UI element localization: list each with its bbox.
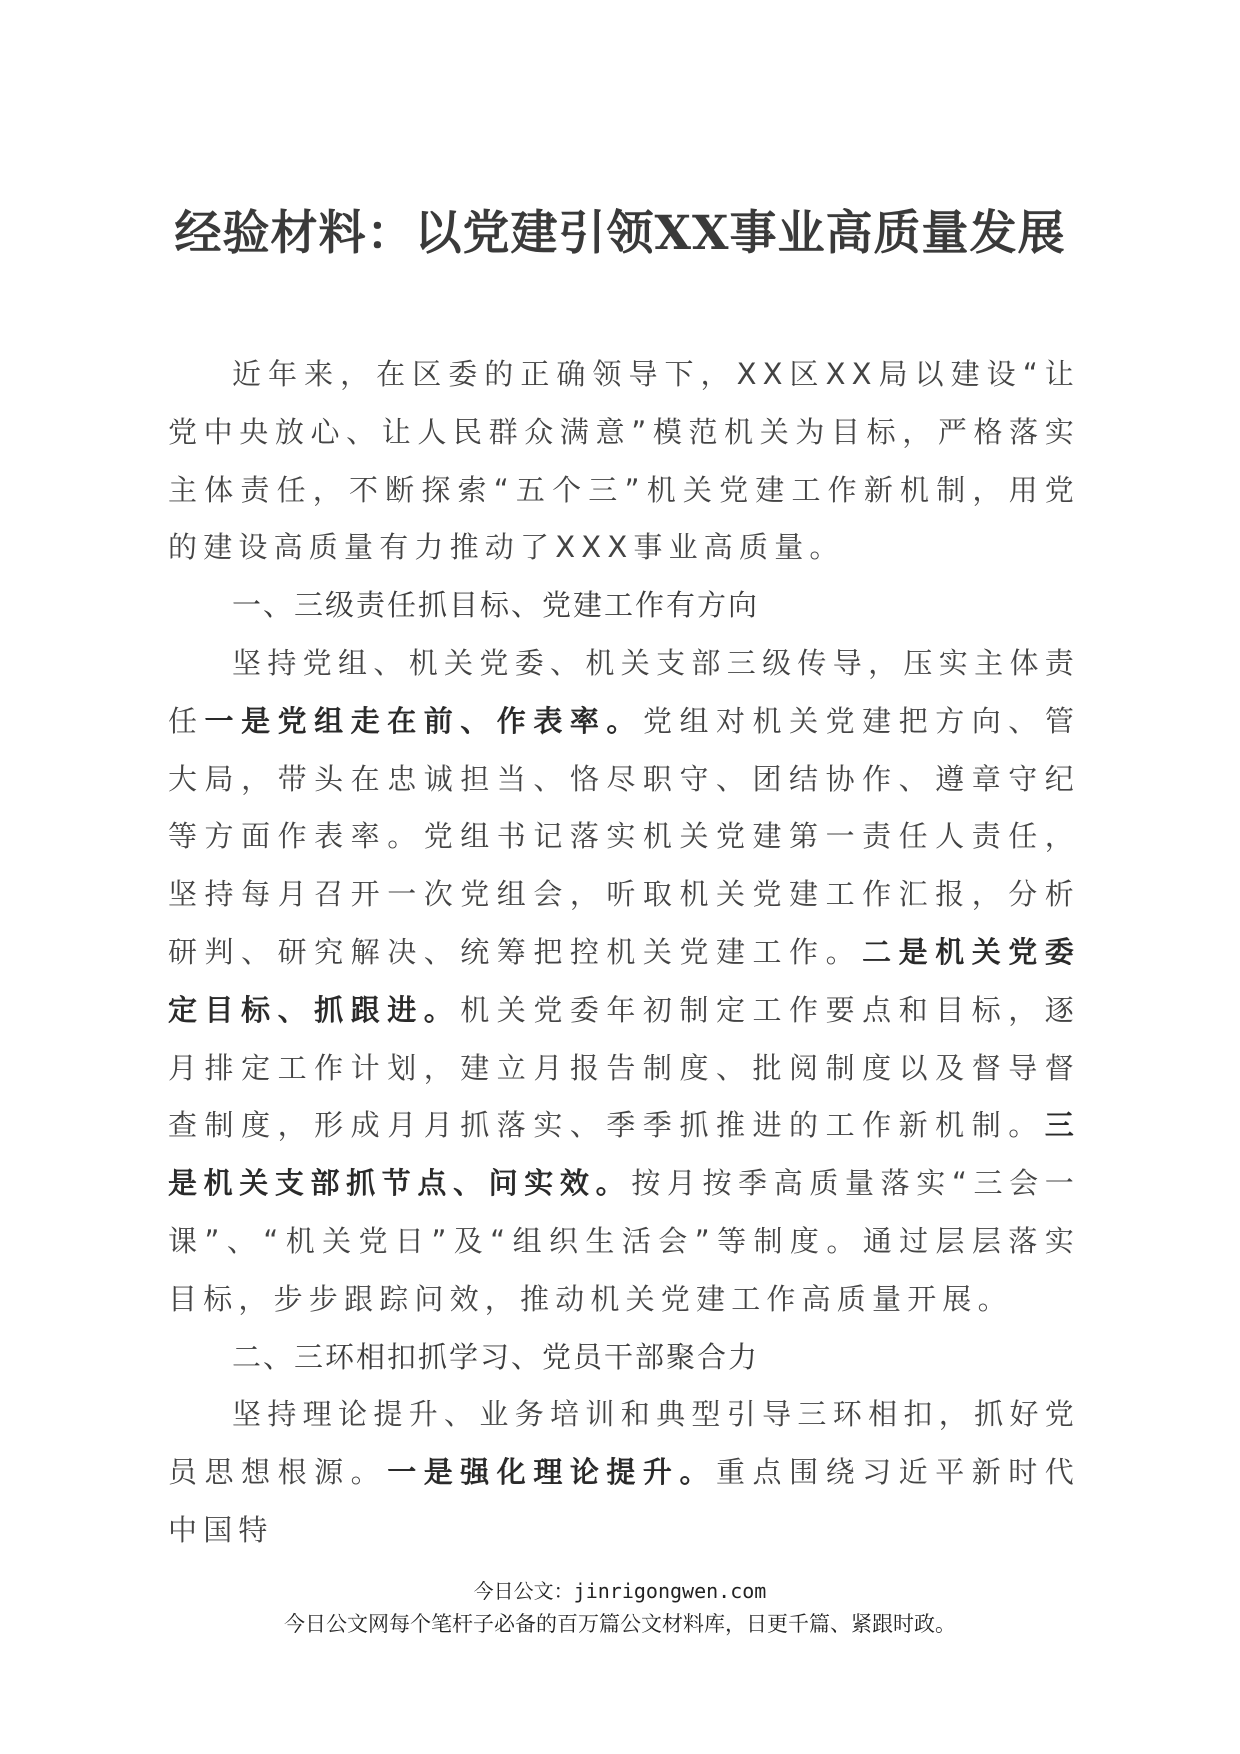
- document-title: 经验材料：以党建引领XX事业高质量发展: [174, 206, 1066, 261]
- section-2-paragraph: [168, 1386, 1080, 1559]
- footer-label: 今日公文：: [473, 1579, 574, 1603]
- section-2-point-1: 一是强化理论提升。: [387, 1455, 716, 1490]
- footer-tagline: 今日公文网每个笔杆子必备的百万篇公文材料库，日更千篇、紧跟时政。: [284, 1612, 956, 1636]
- section-2-heading: 二、三环相扣抓学习、党员干部聚合力: [232, 1339, 760, 1374]
- section-1-lead: 坚持党组、机关党委、机关支部三级传导，压实主体责任: [168, 645, 1080, 738]
- section-1-point-3: 三是机关支部抓节点、问实效。: [168, 1108, 1080, 1201]
- section-1-point-2: 二是机关党委定目标、抓跟进。: [168, 934, 1080, 1027]
- intro-paragraph: 近年来，在区委的正确领导下，XX区XX局以建设“让党中央放心、让人民群众满意”模范机关为目标，严格落实主体责任，不断探索“五个三”机关党建工作新机制，用党的建设高质量有力推动了XXX事业高质量。: [168, 357, 1080, 565]
- section-1-paragraph: [168, 635, 1080, 1329]
- section-1-point-1: 一是党组走在前、作表率。: [204, 703, 643, 738]
- section-1-point-1-text: 党组对机关党建把方向、管大局，带头在忠诚担当、恪尽职守、团结协作、遵章守纪等方面作表率。党组书记落实机关党建第一责任人责任，坚持每月召开一次党组会，听取机关党建工作汇报，分析研判、研究解决、统筹把控机关党建工作。: [168, 703, 1081, 969]
- section-2-point-1-text: 重点围绕习近平新时代中国特: [168, 1455, 1080, 1547]
- footer-source-line: [0, 1575, 1240, 1604]
- section-1-heading: 一、三级责任抓目标、党建工作有方向: [232, 588, 760, 623]
- section-2-lead: 坚持理论提升、业务培训和典型引导三环相扣，抓好党员思想根源。: [168, 1397, 1080, 1490]
- section-1-point-2-text: 机关党委年初制定工作要点和目标，逐月排定工作计划，建立月报告制度、批阅制度以及督导督查制度，形成月月抓落实、季季抓推进的工作新机制。: [168, 992, 1080, 1143]
- section-1-point-3-text: 按月按季高质量落实“三会一课”、“机关党日”及“组织生活会”等制度。通过层层落实目标，步步跟踪问效，推动机关党建工作高质量开展。: [168, 1166, 1080, 1316]
- document-body: [168, 346, 1080, 1560]
- footer-url-link[interactable]: jinrigongwen.com: [573, 1579, 767, 1603]
